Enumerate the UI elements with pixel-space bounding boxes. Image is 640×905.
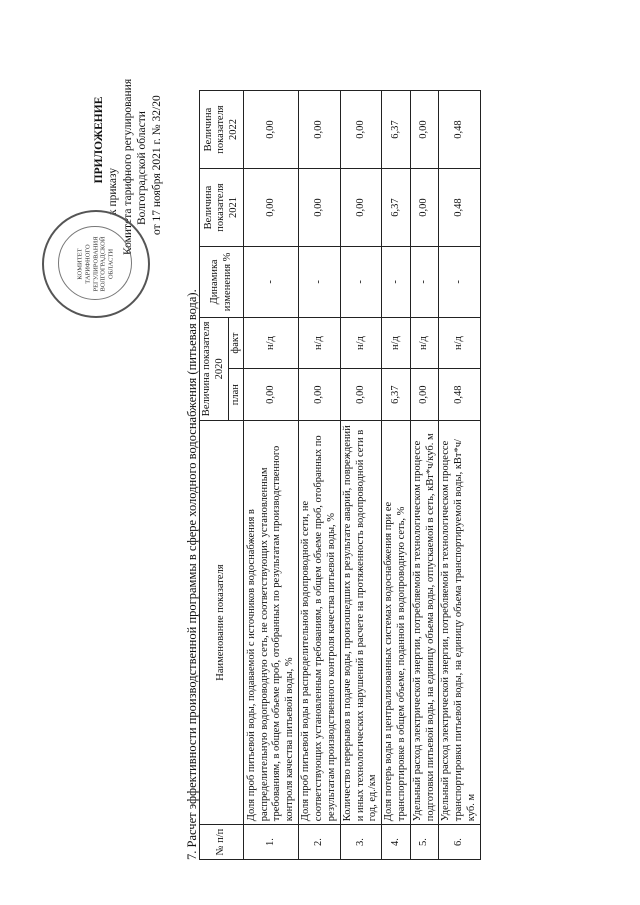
row-name: Доля проб питьевой воды, подаваемой с источников водоснабжения в распределительную водопроводную сеть, не соответствующих установленным требованиям, в общем объеме проб, отобранных по результатам производственного контроля качества питьевой воды, %	[244, 420, 299, 824]
rotated-page-content	[185, 90, 635, 860]
row-2022: 0,00	[244, 91, 299, 169]
header-plan: план	[228, 369, 244, 421]
row-dynamics: -	[340, 247, 381, 318]
table-row	[382, 91, 411, 860]
efficiency-table	[199, 90, 481, 860]
row-plan: 6,37	[382, 369, 411, 421]
header-2022: Величина показателя 2022	[200, 91, 244, 169]
row-2021: 0,00	[299, 169, 340, 247]
approval-date: от 17 ноября 2021 г. № 32/20	[150, 95, 163, 235]
table-row	[299, 91, 340, 860]
table-row	[340, 91, 381, 860]
row-fact: н/д	[410, 317, 439, 369]
row-fact: н/д	[382, 317, 411, 369]
header-fact: факт	[228, 317, 244, 369]
row-num: 3.	[340, 825, 381, 860]
table-row	[244, 91, 299, 860]
row-dynamics: -	[410, 247, 439, 318]
row-plan: 0,00	[299, 369, 340, 421]
header-name: Наименование показателя	[200, 420, 244, 824]
section-caption: 7. Расчет эффективности производственной программы в сфере холодного водоснабжения (питьевая вода).	[185, 289, 199, 860]
row-2022: 6,37	[382, 91, 411, 169]
row-num: 2.	[299, 825, 340, 860]
row-2021: 0,00	[340, 169, 381, 247]
row-plan: 0,48	[439, 369, 480, 421]
table-row	[439, 91, 480, 860]
row-dynamics: -	[299, 247, 340, 318]
row-num: 4.	[382, 825, 411, 860]
row-plan: 0,00	[340, 369, 381, 421]
row-fact: н/д	[340, 317, 381, 369]
header-2020: Величина показателя 2020	[200, 317, 229, 420]
row-fact: н/д	[244, 317, 299, 369]
row-name: Удельный расход электрической энергии, потребляемой в технологическом процессе подготовки питьевой воды, на единицу объема воды, отпускаемой в сеть, кВт*ч/куб. м	[410, 420, 439, 824]
row-num: 5.	[410, 825, 439, 860]
row-2021: 0,00	[244, 169, 299, 247]
row-2021: 0,48	[439, 169, 480, 247]
header-dynamics: Динамика изменения %	[200, 247, 244, 318]
official-stamp	[42, 210, 150, 318]
row-2022: 0,00	[410, 91, 439, 169]
approval-title: ПРИЛОЖЕНИЕ	[93, 96, 105, 184]
row-2021: 6,37	[382, 169, 411, 247]
row-2021: 0,00	[410, 169, 439, 247]
row-dynamics: -	[244, 247, 299, 318]
row-num: 1.	[244, 825, 299, 860]
row-num: 6.	[439, 825, 480, 860]
row-name: Количество перерывов в подаче воды, произошедших в результате аварий, повреждений и иных технологических нарушений в расчете на протяженность водопроводной сети в год, ед./км	[340, 420, 381, 824]
row-dynamics: -	[382, 247, 411, 318]
row-name: Доля проб питьевой воды в распределительной водопроводной сети, не соответствующих установленным требованиям, в общем объеме проб, отобранных по результатам производственного контроля качества питьевой воды, %	[299, 420, 340, 824]
row-2022: 0,48	[439, 91, 480, 169]
approval-line: Волгоградской области	[136, 111, 149, 225]
row-name: Удельный расход электрической энергии, потребляемой в технологическом процессе транспортировки питьевой воды, на единицу объема транспортируемой воды, кВт*ч/куб. м	[439, 420, 480, 824]
row-plan: 0,00	[410, 369, 439, 421]
header-2021: Величина показателя 2021	[200, 169, 244, 247]
row-dynamics: -	[439, 247, 480, 318]
row-plan: 0,00	[244, 369, 299, 421]
approval-line: Комитета тарифного регулирования	[121, 78, 134, 255]
table-row	[410, 91, 439, 860]
header-num: № п/п	[200, 825, 244, 860]
stamp-text: КОМИТЕТ ТАРИФНОГО РЕГУЛИРОВАНИЯ ВОЛГОГРАДСКОЙ ОБЛАСТИ	[76, 236, 115, 292]
row-2022: 0,00	[340, 91, 381, 169]
row-name: Доля потерь воды в централизованных системах водоснабжения при ее транспортировке в общем объеме, поданной в водопроводную сеть, %	[382, 420, 411, 824]
row-fact: н/д	[439, 317, 480, 369]
approval-line: к приказу	[107, 167, 120, 215]
row-fact: н/д	[299, 317, 340, 369]
row-2022: 0,00	[299, 91, 340, 169]
